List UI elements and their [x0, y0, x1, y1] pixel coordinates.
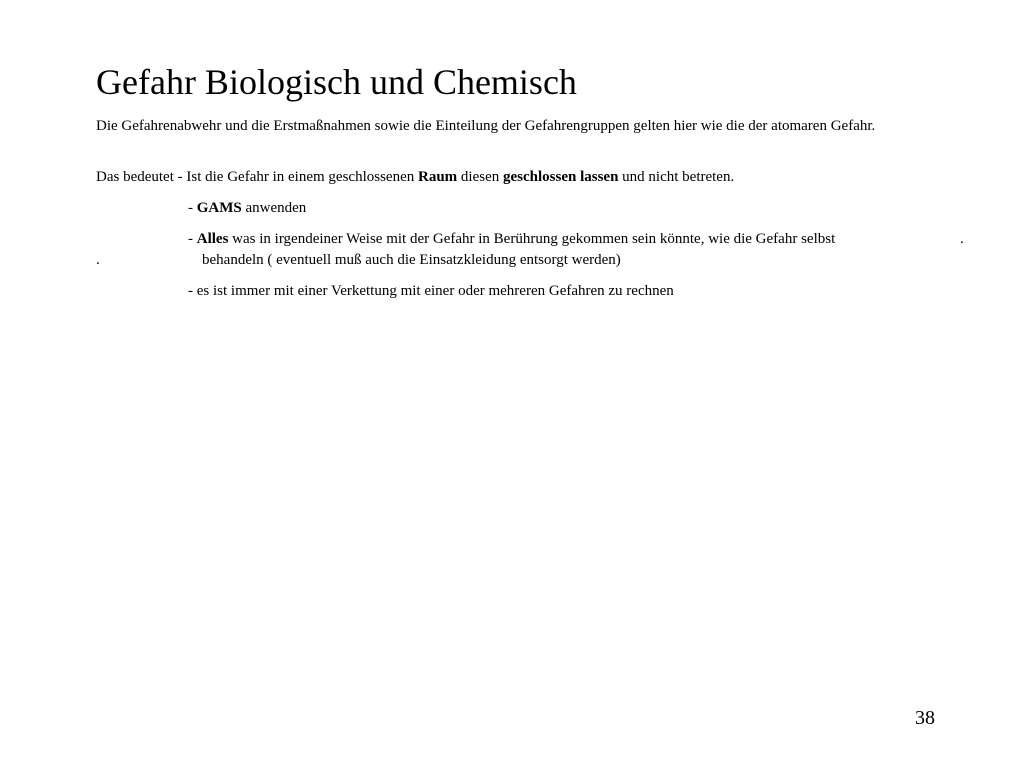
- alles-continuation: behandeln ( eventuell muß auch die Einsatzkleidung entsorgt werden): [202, 252, 621, 268]
- alles-suffix: was in irgendeiner Weise mit der Gefahr in Berührung gekommen sein könnte, wie die Gefahr selbst: [228, 231, 836, 247]
- alles-trailing-dot: .: [960, 231, 964, 247]
- meaning-middle: diesen: [457, 169, 503, 185]
- chain-line: - es ist immer mit einer Verkettung mit einer oder mehreren Gefahren zu rechnen: [188, 283, 674, 299]
- alles-prefix: -: [188, 231, 197, 247]
- gams-suffix: anwenden: [241, 200, 307, 216]
- meaning-bold-room: Raum: [417, 169, 458, 185]
- intro-paragraph: Die Gefahrenabwehr und die Erstmaßnahmen sowie die Einteilung der Gefahrengruppen gelten hier wie die der atomaren Gefahr.: [96, 118, 876, 134]
- meaning-prefix: Das bedeutet - Ist die Gefahr in einem geschlossenen: [96, 169, 418, 185]
- page-number: 38: [915, 707, 935, 729]
- meaning-suffix: und nicht betreten.: [618, 169, 735, 185]
- meaning-line: [96, 167, 734, 187]
- alles-bold: Alles: [196, 231, 229, 247]
- alles-leading-dot: .: [96, 252, 100, 268]
- alles-line: [188, 229, 835, 249]
- meaning-bold-keep-closed: geschlossen lassen: [502, 169, 619, 185]
- slide-title: Gefahr Biologisch und Chemisch: [96, 62, 577, 102]
- gams-prefix: -: [188, 200, 197, 216]
- gams-line: [188, 198, 306, 218]
- gams-bold: GAMS: [196, 200, 242, 216]
